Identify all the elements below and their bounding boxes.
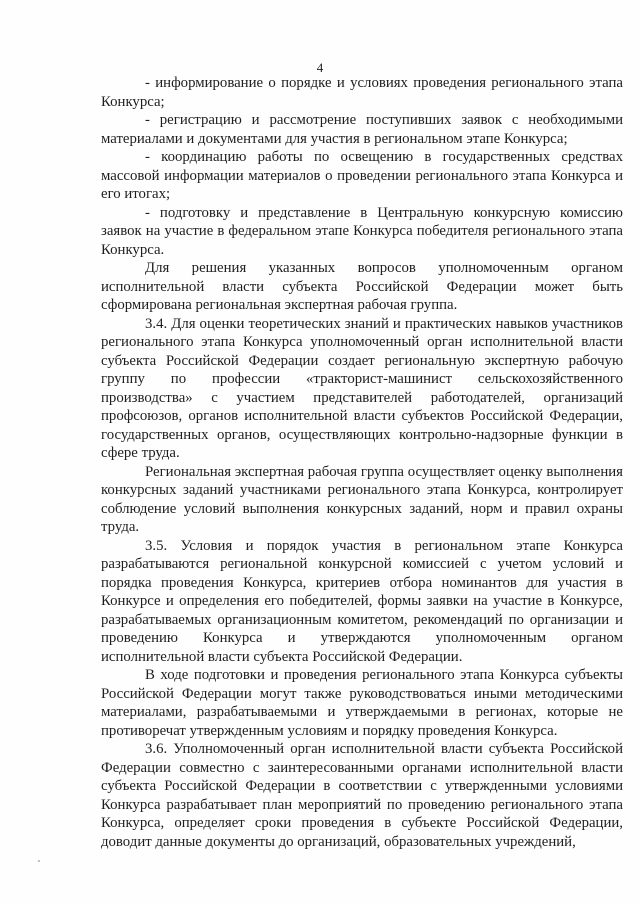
paragraph-10: 3.6. Уполномоченный орган исполнительной власти субъекта Российской Федерации совместно с заинтересованными органами исполнительной власти субъекта Российской Федерации в соответствии с утвержденными условиями Конкурса разрабатывает план мероприятий по проведению регионального этапа Конкурса, определяет сроки проведения в субъекте Российской Федерации, доводит данные документы до организаций, образовательных учреждений, <box>101 741 623 850</box>
paragraph-6: 3.4. Для оценки теоретических знаний и практических навыков участников регионального этапа Конкурса уполномоченный орган исполнительной власти субъекта Российской Федерации создает региональную экспертную рабочую группу по профессии «тракторист-машинист сельскохозяйственного производства» с участием представителей работодателей, организаций профсоюзов, органов исполнительной власти субъектов Российской Федерации, государственных органов, осуществляющих контрольно-надзорные функции в сфере труда. <box>101 315 623 461</box>
scan-speck <box>38 860 40 862</box>
paragraph-2: - регистрацию и рассмотрение поступивших заявок с необходимыми материалами и документами для участия в региональном этапе Конкурса; <box>101 112 623 147</box>
page-number: 4 <box>316 60 324 75</box>
paragraph-9: В ходе подготовки и проведения регионального этапа Конкурса субъекты Российской Федерации могут также руководствоваться иными методическими материалами, разрабатываемыми и утверждаемыми в регионах, которые не противоречат утвержденным условиям и порядку проведения Конкурса. <box>101 667 623 739</box>
paragraph-7: Региональная экспертная рабочая группа осуществляет оценку выполнения конкурсных заданий участниками регионального этапа Конкурса, контролирует соблюдение условий выполнения конкурсных заданий, норм и правил охраны труда. <box>101 463 623 535</box>
paragraph-3: - координацию работы по освещению в государственных средствах массовой информации материалов о проведении регионального этапа Конкурса и его итогах; <box>101 149 623 202</box>
paragraph-4: - подготовку и представление в Центральную конкурсную комиссию заявок на участие в федеральном этапе Конкурса победителя регионального этапа Конкурса. <box>101 204 623 258</box>
document-body <box>101 74 623 851</box>
paragraph-5: Для решения указанных вопросов уполномоченным органом исполнительной власти субъекта Российской Федерации может быть сформирована региональная экспертная рабочая группа. <box>101 260 623 313</box>
paragraph-1: - информирование о порядке и условиях проведения регионального этапа Конкурса; <box>101 75 623 110</box>
paragraph-8: 3.5. Условия и порядок участия в региональном этапе Конкурса разрабатываются региональной конкурсной комиссией с учетом условий и порядка проведения Конкурса, критериев отбора номинантов для участия в Конкурсе и определения его победителей, формы заявки на участие в Конкурсе, разрабатываемых организационным комитетом, рекомендаций по организации и проведению Конкурса и утверждаются уполномоченным органом исполнительной власти субъекта Российской Федерации. <box>101 537 623 665</box>
